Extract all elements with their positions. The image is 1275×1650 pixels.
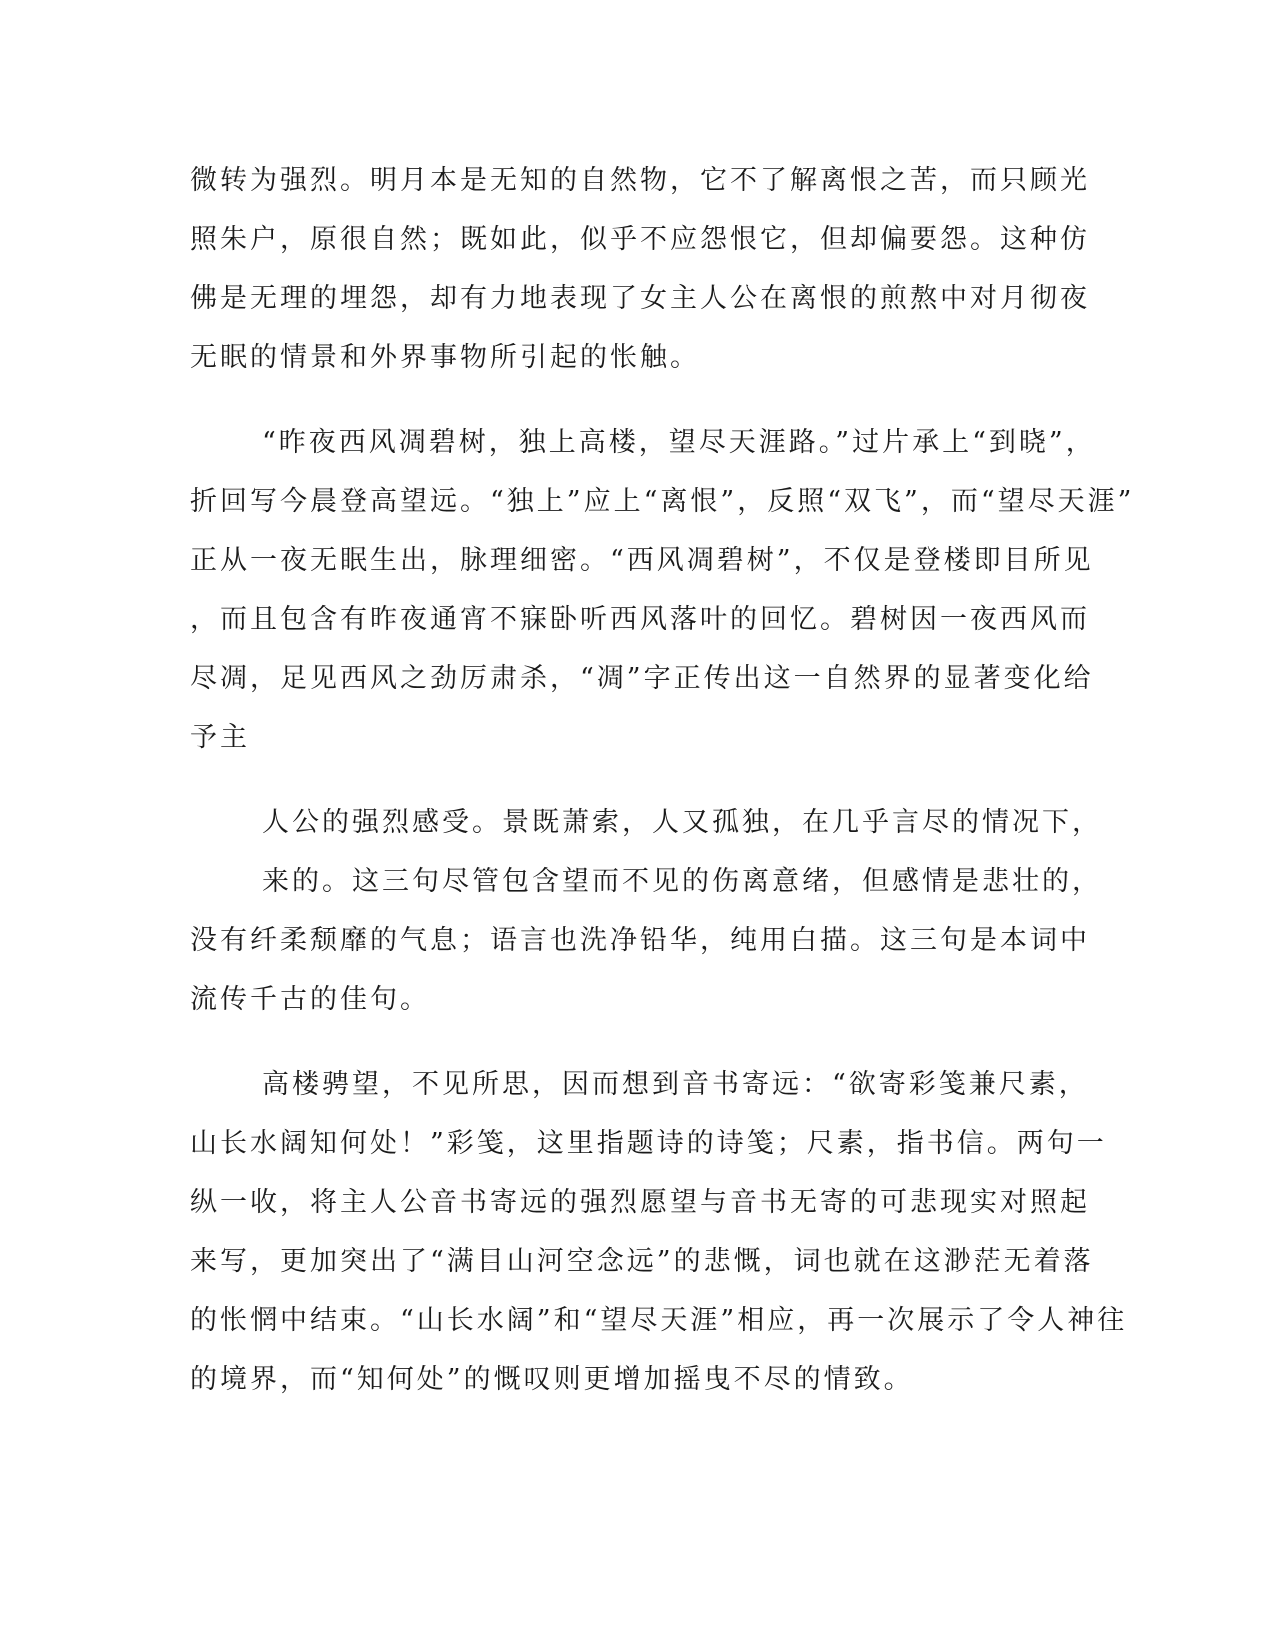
text-line: 流传千古的佳句。 [190, 984, 430, 1015]
text-line: 折回写今晨登高望远。“独上”应上“离恨”，反照“双飞”，而“望尽天涯” [190, 486, 1135, 517]
text-line: 佛是无理的埋怨，却有力地表现了女主人公在离恨的煎熬中对月彻夜 [190, 283, 1090, 314]
text-line: 的境界，而“知何处”的慨叹则更增加摇曳不尽的情致。 [190, 1364, 914, 1395]
text-line: 来写，更加突出了“满目山河空念远”的悲慨，词也就在这渺茫无着落 [190, 1246, 1094, 1277]
text-line: 予主 [190, 722, 250, 753]
text-line: “昨夜西风凋碧树，独上高楼，望尽天涯路。”过片承上“到晓”， [262, 427, 1096, 458]
text-line: 来的。这三句尽管包含望而不见的伤离意绪，但感情是悲壮的， [262, 866, 1102, 897]
text-line: 高楼骋望，不见所思，因而想到音书寄远：“欲寄彩笺兼尺素， [262, 1069, 1089, 1100]
text-line: 照朱户，原很自然；既如此，似乎不应怨恨它，但却偏要怨。这种仿 [190, 224, 1090, 255]
text-line: 的怅惘中结束。“山长水阔”和“望尽天涯”相应，再一次展示了令人神往 [190, 1305, 1128, 1336]
text-line: 微转为强烈。明月本是无知的自然物，它不了解离恨之苦，而只顾光 [190, 165, 1090, 196]
text-line: 无眠的情景和外界事物所引起的怅触。 [190, 342, 700, 373]
text-line: 山长水阔知何处！”彩笺，这里指题诗的诗笺；尺素，指书信。两句一 [190, 1128, 1107, 1159]
text-line: ，而且包含有昨夜通宵不寐卧听西风落叶的回忆。碧树因一夜西风而 [190, 604, 1090, 635]
text-line: 没有纤柔颓靡的气息；语言也洗净铅华，纯用白描。这三句是本词中 [190, 925, 1090, 956]
text-line: 正从一夜无眠生出，脉理细密。“西风凋碧树”，不仅是登楼即目所见 [190, 545, 1094, 576]
text-line: 纵一收，将主人公音书寄远的强烈愿望与音书无寄的可悲现实对照起 [190, 1187, 1090, 1218]
text-line: 尽凋，足见西风之劲厉肃杀，“凋”字正传出这一自然界的显著变化给 [190, 663, 1094, 694]
text-line: 人公的强烈感受。景既萧索，人又孤独，在几乎言尽的情况下， [262, 807, 1102, 838]
